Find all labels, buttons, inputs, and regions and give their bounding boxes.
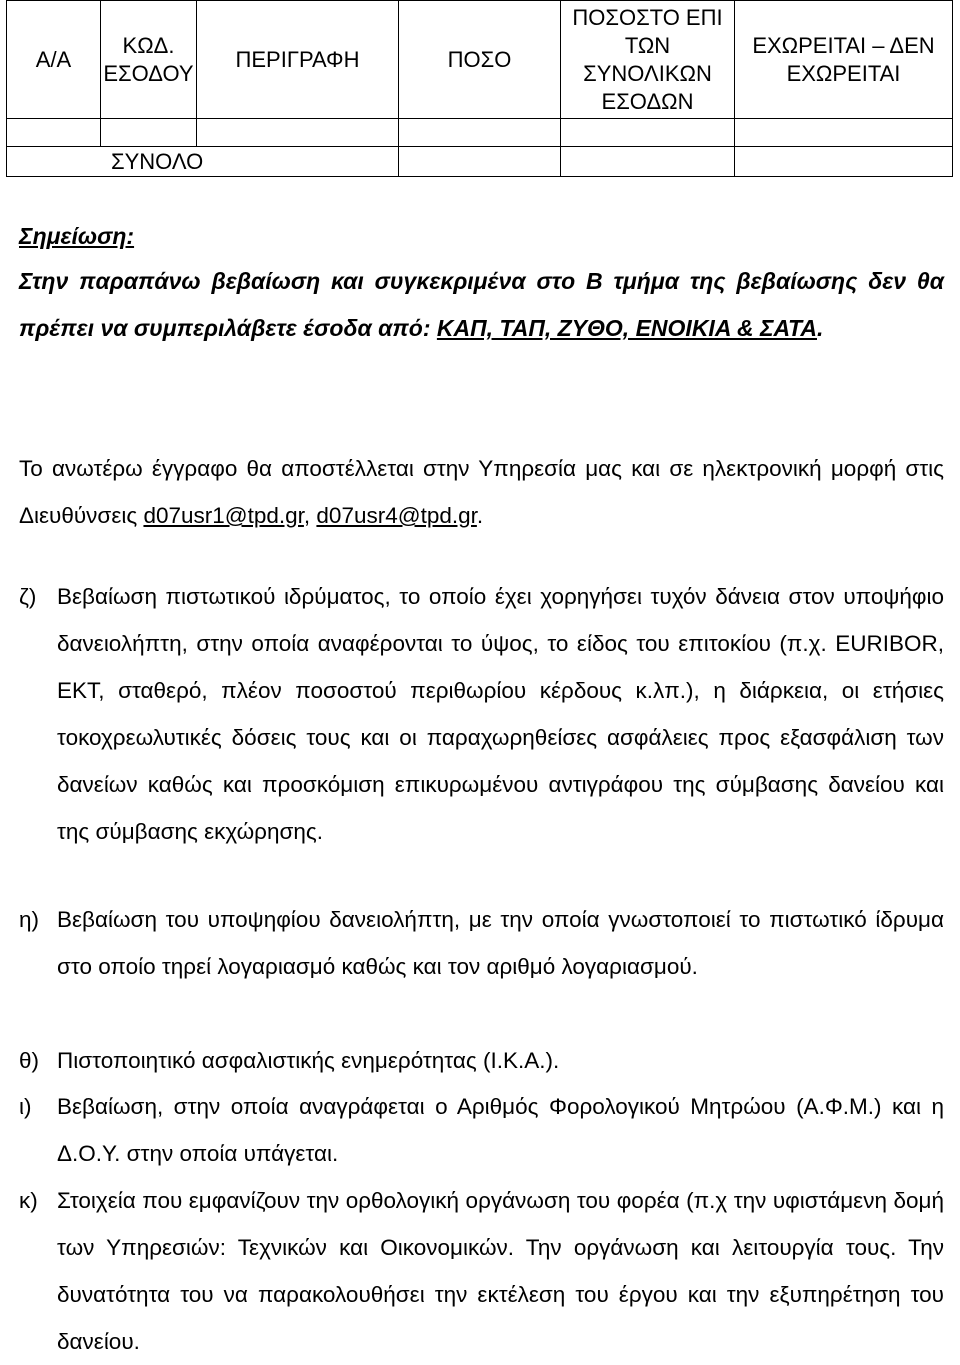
table-cell — [561, 119, 735, 147]
email-separator: , — [303, 503, 317, 528]
list-item-marker: θ) — [19, 1048, 40, 1073]
table-cell — [101, 119, 197, 147]
table-cell — [735, 147, 953, 177]
table-cell — [7, 119, 101, 147]
total-label: ΣΥΝΟΛΟ — [7, 147, 399, 177]
header-aa: Α/Α — [7, 1, 101, 119]
table-cell — [399, 119, 561, 147]
table-total-row — [7, 147, 953, 177]
email-link-2[interactable]: d07usr4@tpd.gr — [316, 503, 477, 528]
list-item-marker: κ) — [19, 1188, 38, 1213]
list-item — [19, 1177, 944, 1365]
table-row — [7, 119, 953, 147]
list-item — [19, 896, 944, 990]
address-end: . — [476, 503, 484, 528]
table-header-row — [7, 1, 953, 119]
note-text-end: . — [817, 315, 824, 341]
list-item-marker: ζ) — [19, 584, 37, 609]
header-assignable: ΕΧΩΡΕΙΤΑΙ – ΔΕΝ ΕΧΩΡΕΙΤΑΙ — [735, 1, 953, 119]
list-item-text: Βεβαίωση, στην οποία αναγράφεται ο Αριθμός Φορολογικού Μητρώου (Α.Φ.Μ.) και η Δ.Ο.Υ. στην οποία υπάγεται. — [57, 1094, 944, 1166]
list-item — [19, 1083, 944, 1177]
note-title: Σημείωση: — [19, 223, 135, 249]
address-paragraph — [19, 445, 944, 539]
table-cell — [197, 119, 399, 147]
table-cell — [399, 147, 561, 177]
note-text-start: Στην παραπάνω βεβαίωση και συγκεκριμένα στο Β τμήμα της βεβαίωσης δεν θα πρέπει να συμπεριλάβετε έσοδα από: — [19, 268, 944, 341]
header-description: ΠΕΡΙΓΡΑΦΗ — [197, 1, 399, 119]
table-cell — [561, 147, 735, 177]
list-item-text: Βεβαίωση του υποψηφίου δανειολήπτη, με την οποία γνωστοποιεί το πιστωτικό ίδρυμα στο οποίο τηρεί λογαριασμό καθώς και τον αριθμό λογαριασμού. — [57, 907, 944, 979]
address-text: Το ανωτέρω έγγραφο θα αποστέλλεται στην Υπηρεσία μας και σε ηλεκτρονική μορφή στις Διευθύνσεις — [19, 456, 944, 528]
income-table — [6, 0, 953, 177]
note-excluded-income: ΚΑΠ, ΤΑΠ, ΖΥΘΟ, ΕΝΟΙΚΙΑ & ΣΑΤΑ — [436, 315, 817, 341]
header-amount: ΠΟΣΟ — [399, 1, 561, 119]
list-item-marker: ι) — [19, 1094, 32, 1119]
note-text — [19, 258, 944, 352]
email-link-1[interactable]: d07usr1@tpd.gr — [143, 503, 304, 528]
header-percentage: ΠΟΣΟΣΤΟ ΕΠΙ ΤΩΝ ΣΥΝΟΛΙΚΩΝ ΕΣΟΔΩΝ — [561, 1, 735, 119]
header-income-code: ΚΩΔ. ΕΣΟΔΟΥ — [101, 1, 197, 119]
list-item-text: Πιστοποιητικό ασφαλιστικής ενημερότητας (Ι.Κ.Α.). — [57, 1048, 560, 1073]
table-cell — [735, 119, 953, 147]
list-item — [19, 1037, 944, 1084]
list-item-text: Βεβαίωση πιστωτικού ιδρύματος, το οποίο έχει χορηγήσει τυχόν δάνεια στον υποψήφιο δανειολήπτη, στην οποία αναφέρονται το ύψος, το είδος του επιτοκίου (π.χ. EURIBOR, ΕΚΤ, σταθερό, πλέον ποσοστού περιθωρίου κέρδους κ.λπ.), η διάρκεια, οι ετήσιες τοκοχρεωλυτικές δόσεις τους και οι παραχωρηθείσες ασφάλειες προς εξασφάλιση των δανείων καθώς και προσκόμιση επικυρωμένου αντιγράφου της σύμβασης δανείου και της σύμβασης εκχώρησης. — [57, 584, 944, 844]
list-item — [19, 573, 944, 855]
list-item-text: Στοιχεία που εμφανίζουν την ορθολογική οργάνωση του φορέα (π.χ την υφιστάμενη δομή των Υπηρεσιών: Τεχνικών και Οικονομικών. Την οργάνωση και λειτουργία τους. Την δυνατότητα του να παρακολουθήσει την εκτέλεση του έργου και την εξυπηρέτηση του δανείου. — [57, 1188, 944, 1354]
list-item-marker: η) — [19, 907, 40, 932]
